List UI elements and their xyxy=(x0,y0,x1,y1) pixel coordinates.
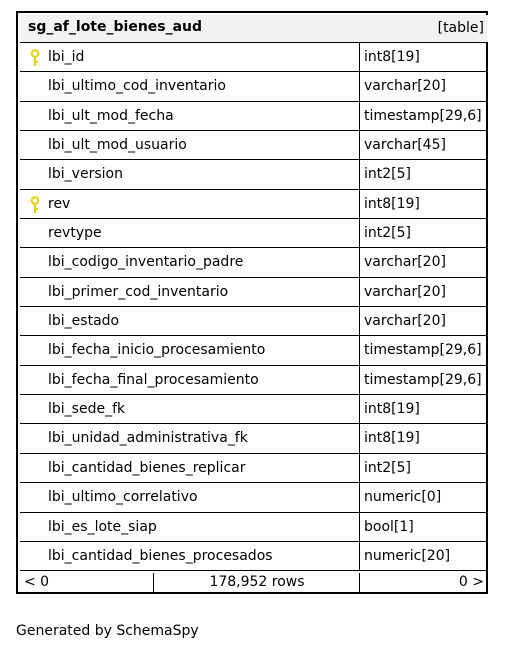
primary-key-icon xyxy=(30,196,40,214)
column-type: varchar[20] xyxy=(364,78,446,95)
column-type: numeric[20] xyxy=(364,547,451,564)
column-name: lbi_ultimo_cod_inventario xyxy=(48,78,226,95)
table-node xyxy=(16,11,488,594)
column-name-cell xyxy=(20,131,360,159)
column-name-cell xyxy=(20,542,360,570)
column-name: lbi_ult_mod_usuario xyxy=(48,137,187,154)
column-row[interactable] xyxy=(20,102,488,131)
column-name-cell xyxy=(20,454,360,482)
column-name: lbi_cantidad_bienes_procesados xyxy=(48,547,273,564)
column-row[interactable] xyxy=(20,366,488,395)
column-row[interactable] xyxy=(20,131,488,160)
column-name: lbi_sede_fk xyxy=(48,401,126,418)
table-footer xyxy=(20,573,488,594)
column-row[interactable] xyxy=(20,513,488,542)
row-count: 178,952 rows xyxy=(209,574,305,590)
column-name-cell xyxy=(20,72,360,100)
column-type: varchar[20] xyxy=(364,313,446,330)
column-name-cell xyxy=(20,43,360,71)
footer-divider xyxy=(359,573,360,594)
column-name: lbi_estado xyxy=(48,313,120,330)
column-name: lbi_codigo_inventario_padre xyxy=(48,254,244,271)
column-type: varchar[45] xyxy=(364,137,446,154)
column-name-cell xyxy=(20,513,360,541)
column-name: lbi_version xyxy=(48,166,123,183)
column-name-cell xyxy=(20,307,360,335)
column-name-cell xyxy=(20,366,360,394)
column-name-cell xyxy=(20,424,360,452)
column-name: rev xyxy=(48,195,71,212)
table-type-label: [table] xyxy=(437,20,484,36)
column-type: numeric[0] xyxy=(364,489,442,506)
table-name[interactable]: sg_af_lote_bienes_aud xyxy=(28,19,203,35)
column-row[interactable] xyxy=(20,424,488,453)
column-type: timestamp[29,6] xyxy=(364,371,482,388)
column-row[interactable] xyxy=(20,307,488,336)
column-name: lbi_ultimo_correlativo xyxy=(48,489,198,506)
column-name: lbi_ult_mod_fecha xyxy=(48,107,174,124)
column-name-cell xyxy=(20,278,360,306)
table-header xyxy=(20,15,488,43)
column-row[interactable] xyxy=(20,190,488,219)
column-name-cell xyxy=(20,102,360,130)
next-relationships-link[interactable]: 0 > xyxy=(458,574,484,590)
column-name: lbi_fecha_final_procesamiento xyxy=(48,371,259,388)
column-type: int2[5] xyxy=(364,225,411,242)
column-name: revtype xyxy=(48,225,102,242)
column-type: int2[5] xyxy=(364,166,411,183)
column-type: int8[19] xyxy=(364,430,420,447)
column-row[interactable] xyxy=(20,542,488,571)
column-type: bool[1] xyxy=(364,518,414,535)
column-name-cell xyxy=(20,483,360,511)
column-row[interactable] xyxy=(20,43,488,72)
column-type: int8[19] xyxy=(364,49,420,65)
column-name: lbi_fecha_inicio_procesamiento xyxy=(48,342,266,359)
column-row[interactable] xyxy=(20,454,488,483)
generated-by-text: Generated by SchemaSpy xyxy=(16,623,199,639)
column-row[interactable] xyxy=(20,336,488,365)
column-row[interactable] xyxy=(20,219,488,248)
column-type: timestamp[29,6] xyxy=(364,107,482,124)
column-type: int8[19] xyxy=(364,401,420,418)
column-type: int2[5] xyxy=(364,459,411,476)
column-name-cell xyxy=(20,395,360,423)
column-name-cell xyxy=(20,219,360,247)
column-name-cell xyxy=(20,190,360,218)
column-row[interactable] xyxy=(20,248,488,277)
column-row[interactable] xyxy=(20,278,488,307)
column-row[interactable] xyxy=(20,72,488,101)
column-name: lbi_unidad_administrativa_fk xyxy=(48,430,248,447)
column-name: lbi_cantidad_bienes_replicar xyxy=(48,459,246,476)
column-type: timestamp[29,6] xyxy=(364,342,482,359)
column-type: varchar[20] xyxy=(364,254,446,271)
column-type: int8[19] xyxy=(364,195,420,212)
column-name: lbi_id xyxy=(48,49,85,65)
column-row[interactable] xyxy=(20,160,488,189)
column-row[interactable] xyxy=(20,483,488,512)
column-name: lbi_primer_cod_inventario xyxy=(48,283,229,300)
column-name-cell xyxy=(20,248,360,276)
column-name-cell xyxy=(20,336,360,364)
prev-relationships-link[interactable]: < 0 xyxy=(24,574,50,590)
column-type: varchar[20] xyxy=(364,283,446,300)
column-list xyxy=(20,43,488,571)
column-row[interactable] xyxy=(20,395,488,424)
column-name: lbi_es_lote_siap xyxy=(48,518,157,535)
column-name-cell xyxy=(20,160,360,188)
primary-key-icon xyxy=(30,49,40,67)
